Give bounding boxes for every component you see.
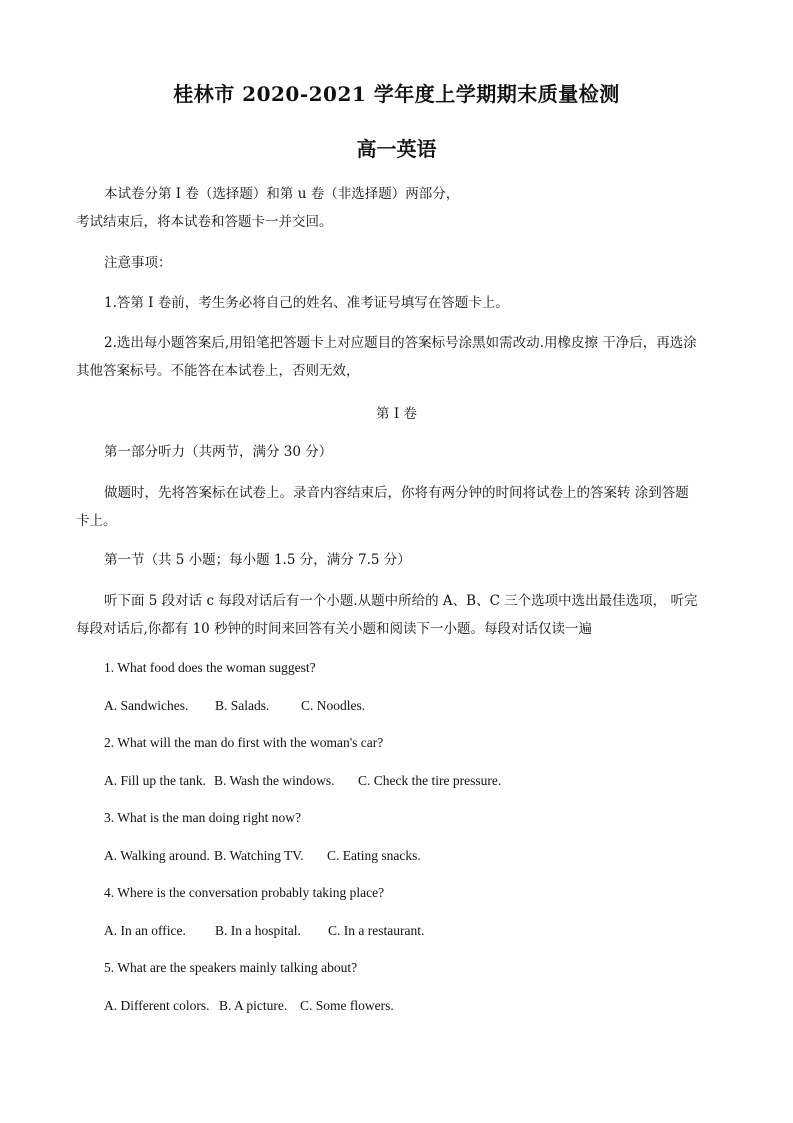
subsection-instruction-line-1: 听下面 5 段对话 c 每段对话后有一个小题.从题中所给的 A、B、C 三个选项中选出最佳选项， 听完 [104,593,698,609]
page-subtitle: 高一英语 [356,137,437,161]
question-3-option-c: C. Eating snacks. [327,848,421,863]
question-2-option-c: C. Check the tire pressure. [358,773,502,788]
notes-item-2-line-1: 2.选出每小题答案后,用铅笔把答题卡上对应题目的答案标号涂黑如需改动.用橡皮擦 干净后，再选涂 [104,335,697,351]
question-3-option-a: A. Walking around. [104,848,210,863]
question-1-option-a: A. Sandwiches. [104,698,189,713]
section-heading: 第一部分听力（共两节，满分 30 分） [104,444,333,460]
question-5: 5. What are the speakers mainly talking about? [104,960,358,975]
section-instruction-line-2: 卡上。 [76,513,117,529]
question-1: 1. What food does the woman suggest? [104,660,316,675]
question-2: 2. What will the man do first with the woman's car? [104,735,384,750]
section-instruction-line-1: 做题时，先将答案标在试卷上。录音内容结束后，你将有两分钟的时间将试卷上的答案转 涂到答题 [104,485,689,501]
intro-line-1: 本试卷分第 I 卷（选择题）和第 u 卷（非选择题）两部分， [104,186,460,202]
subsection-heading: 第一节（共 5 小题；每小题 1.5 分，满分 7.5 分） [104,552,411,568]
question-2-option-b: B. Wash the windows. [214,773,335,788]
question-4-option-b: B. In a hospital. [215,923,301,938]
question-4-option-a: A. In an office. [104,923,186,938]
question-4-option-c: C. In a restaurant. [328,923,425,938]
question-5-option-b: B. A picture. [219,998,288,1013]
notes-heading: 注意事项： [104,255,172,271]
notes-item-2-line-2: 其他答案标号。不能答在本试卷上，否则无效， [76,363,360,379]
question-4: 4. Where is the conversation probably taking place? [104,885,385,900]
page-title: 桂林市 2020-2021 学年度上学期期末质量检测 [173,82,620,106]
question-5-option-c: C. Some flowers. [300,998,394,1013]
question-3-option-b: B. Watching TV. [214,848,304,863]
question-1-option-b: B. Salads. [215,698,270,713]
subsection-instruction-line-2: 每段对话后,你都有 10 秒钟的时间来回答有关小题和阅读下一小题。每段对话仅读一遍 [76,621,593,637]
question-5-option-a: A. Different colors. [104,998,210,1013]
question-1-option-c: C. Noodles. [301,698,366,713]
intro-line-2: 考试结束后，将本试卷和答题卡一并交回。 [76,214,333,230]
volume-heading: 第 I 卷 [376,406,417,422]
notes-item-1: 1.答第 I 卷前，考生务必将自己的姓名、准考证号填写在答题卡上。 [104,295,509,311]
question-3: 3. What is the man doing right now? [104,810,301,825]
question-2-option-a: A. Fill up the tank. [104,773,206,788]
